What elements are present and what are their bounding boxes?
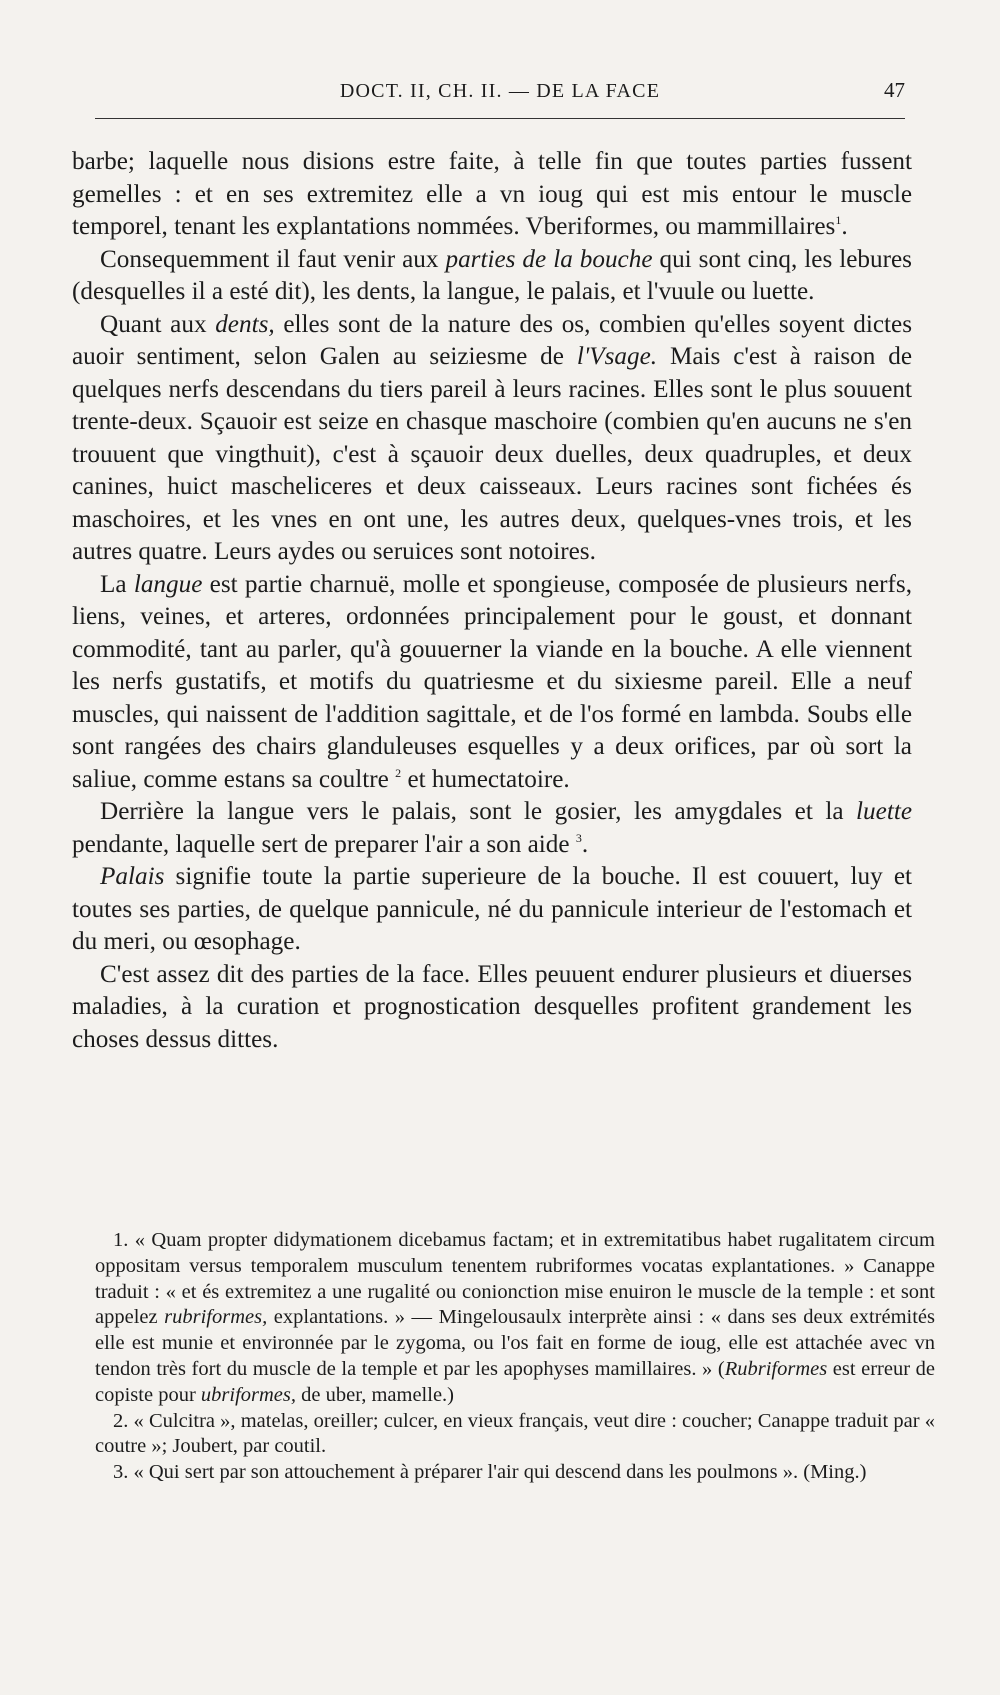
paragraph-3: Quant aux dents, elles sont de la nature des os, combien qu'elles soyent dictes auoir sentiment, selon Galen au seiziesme de l'Vsage. Mais c'est à raison de quelques nerfs descendans du tiers pareil à leurs racines. Elles sont le plus souuent trente-deux. Sçauoir est seize en chasque maschoire (combien qu'en aucuns ne s'en trouuent que vingthuit), c'est à sçauoir deux duelles, deux quadruples, et deux canines, huict mascheliceres et deux caisseaux. Leurs racines sont fichées és maschoires, et les vnes en ont une, les autres deux, quelques-vnes trois, et les autres quatre. Leurs aydes ou seruices sont notoires. [72, 310, 913, 565]
paragraph-6: Palais signifie toute la partie superieure de la bouche. Il est couuert, luy et toutes ses parties, de quelque pannicule, né du pannicule interieur de l'estomach et du meri, ou œsophage. [72, 863, 912, 955]
paragraph-5: Derrière la langue vers le palais, sont le gosier, les amygdales et la luette pendante, laquelle sert de preparer l'air a son aide $^3$. [72, 798, 912, 858]
footnote-ref-2[interactable]: 2 [395, 765, 402, 780]
footnote-3: 3. « Qui sert par son attouchement à préparer l'air qui descend dans les poulmons ». (Ming.) [113, 1461, 867, 1484]
footnote-1: 1. « Quam propter didymationem dicebamus factam; et in extremitatibus habet rugalitatem circum oppositam versus temporalem musculum tenentem rubriformes vocatas explantationes. » Canappe traduit : « et és extremitez a une rugalité ou conionction mise enuiron le muscle de la temple : et sont appelez rubriformes, explantations. » — Mingelousaulx interprète ainsi : « dans ses deux extrémités elle est munie et environnée par le zygoma, ou l'os fait en forme de ioug, elle est attachée avec vn tendon très fort du muscle de la temple et par les apophyses mamillaires. » (Rubriformes est erreur de copiste pour ubriformes, de uber, mamelle.) [95, 1229, 935, 1406]
page-header [95, 78, 905, 119]
footnote-2: 2. « Culcitra », matelas, oreiller; culcer, en vieux français, veut dire : coucher; Canappe traduit par « coutre »; Joubert, par coutil. [95, 1409, 935, 1458]
page-number: 47 [884, 78, 905, 102]
main-text [72, 146, 912, 1056]
paragraph-4: La langue est partie charnuë, molle et spongieuse, composée de plusieurs nerfs, liens, veines, et arteres, ordonnées principalement pour le goust, et donnant commodité, tant au parler, qu'à gouuerner la viande en la bouche. A elle viennent les nerfs gustatifs, et motifs du quatriesme et du sixiesme pareil. Elle a neuf muscles, qui naissent de l'addition sagittale, et de l'os formé en lambda. Soubs elle sont rangées des chairs glanduleuses esquelles y a deux orifices, par où sort la saliue, comme estans sa coultre $^2$ et humectatoire. [72, 570, 913, 793]
running-title: DOCT. II, CH. II. — DE LA FACE [339, 80, 661, 102]
paragraph-7: C'est assez dit des parties de la face. Elles peuuent endurer plusieurs et diuerses maladies, à la curation et prognostication desquelles profitent grandement les choses dessus dittes. [72, 960, 912, 1053]
footnote-ref-1[interactable]: 1 [835, 213, 842, 227]
paragraph-2: Consequemment il faut venir aux parties de la bouche qui sont cinq, les lebures (desquelles il a esté dit), les dents, la langue, le palais, et l'vuule ou luette. [72, 245, 912, 305]
paragraph-1: barbe; laquelle nous disions estre faite, à telle fin que toutes parties fussent gemelles : et en ses extremitez elle a vn ioug qui est mis entour le muscle temporel, tenant les explantations nommées. Vberiformes, ou mammillaires$^1$. [72, 148, 912, 240]
footnotes [95, 1228, 935, 1486]
footnote-ref-3[interactable]: 3 [575, 830, 582, 845]
